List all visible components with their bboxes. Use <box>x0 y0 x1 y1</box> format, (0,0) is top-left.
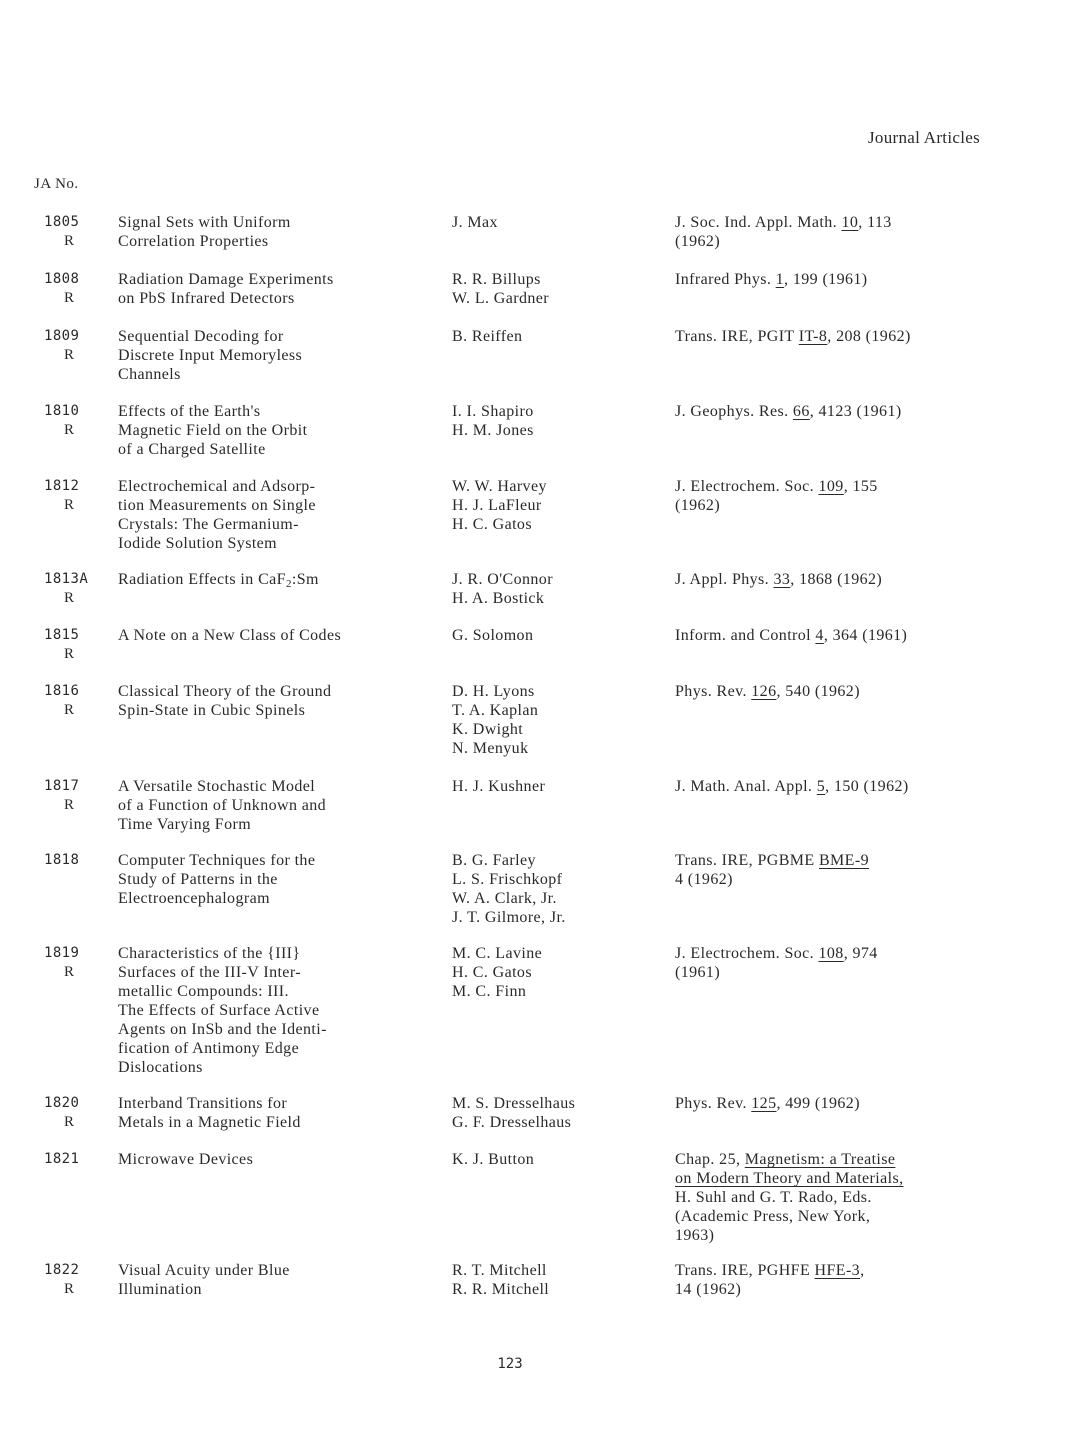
article-authors <box>452 682 662 758</box>
author-name: I. I. Shapiro <box>452 403 534 420</box>
article-citation <box>675 682 1015 701</box>
citation-line: J. Geophys. Res. 66, 4123 (1961) <box>675 403 902 420</box>
title-line: Characteristics of the {III} <box>118 945 301 962</box>
citation-line: Trans. IRE, PGHFE HFE-3, <box>675 1262 865 1279</box>
article-authors <box>452 626 662 645</box>
ja-number-value: 1809 <box>44 328 80 344</box>
ja-number-value: 1816 <box>44 683 80 699</box>
citation-volume: IT-8 <box>798 328 828 345</box>
author-name: K. J. Button <box>452 1151 535 1168</box>
ja-number <box>44 477 106 515</box>
title-line: tion Measurements on Single <box>118 497 316 514</box>
article-citation <box>675 626 1015 645</box>
title-line: Iodide Solution System <box>118 535 278 552</box>
author-name: M. C. Finn <box>452 983 527 1000</box>
citation-volume: 108 <box>818 945 844 962</box>
citation-line: (Academic Press, New York, <box>675 1208 871 1225</box>
author-name: B. G. Farley <box>452 852 536 869</box>
article-authors <box>452 213 662 232</box>
report-marker: R <box>64 422 75 438</box>
title-line: Sequential Decoding for <box>118 328 284 345</box>
author-name: N. Menyuk <box>452 740 529 757</box>
citation-volume: 1 <box>775 271 785 288</box>
article-authors <box>452 851 662 927</box>
title-line: Discrete Input Memoryless <box>118 347 303 364</box>
ja-number-value: 1810 <box>44 403 80 419</box>
report-marker: R <box>64 1114 75 1130</box>
citation-line: J. Electrochem. Soc. 109, 155 <box>675 478 878 495</box>
citation-line: J. Electrochem. Soc. 108, 974 <box>675 945 878 962</box>
ja-number <box>44 851 106 870</box>
author-name: H. M. Jones <box>452 422 534 439</box>
author-name: H. C. Gatos <box>452 964 532 981</box>
ja-number <box>44 213 106 251</box>
title-line: Interband Transitions for <box>118 1095 288 1112</box>
title-line: Electroencephalogram <box>118 890 270 907</box>
article-citation <box>675 1094 1015 1113</box>
ja-number-value: 1818 <box>44 852 80 868</box>
article-title <box>118 570 438 594</box>
ja-number <box>44 327 106 365</box>
article-citation <box>675 1261 1015 1299</box>
citation-line: H. Suhl and G. T. Rado, Eds. <box>675 1189 872 1206</box>
title-line: of a Charged Satellite <box>118 441 266 458</box>
author-name: R. R. Mitchell <box>452 1281 550 1298</box>
author-name: M. S. Dresselhaus <box>452 1095 576 1112</box>
citation-line: (1962) <box>675 233 721 250</box>
article-title <box>118 327 438 384</box>
author-name: H. J. LaFleur <box>452 497 542 514</box>
title-line: A Note on a New Class of Codes <box>118 627 342 644</box>
title-line: Radiation Effects in CaF$_2$:Sm <box>118 571 319 590</box>
ja-number <box>44 270 106 308</box>
title-line: Surfaces of the III-V Inter- <box>118 964 301 981</box>
author-name: W. W. Harvey <box>452 478 547 495</box>
title-line: The Effects of Surface Active <box>118 1002 320 1019</box>
citation-line: (1962) <box>675 497 721 514</box>
article-title <box>118 477 438 553</box>
citation-volume: 125 <box>751 1095 777 1112</box>
citation-line <box>675 1169 1015 1188</box>
citation-volume: 126 <box>751 683 777 700</box>
author-name: B. Reiffen <box>452 328 523 345</box>
citation-volume: 4 <box>815 627 824 644</box>
report-marker: R <box>64 347 75 363</box>
title-line: Channels <box>118 366 181 383</box>
ja-number-value: 1808 <box>44 271 80 287</box>
citation-line: (1961) <box>675 964 721 981</box>
ja-number-value: 1815 <box>44 627 80 643</box>
title-line: A Versatile Stochastic Model <box>118 778 316 795</box>
ja-number-value: 1820 <box>44 1095 80 1111</box>
citation-line: J. Soc. Ind. Appl. Math. 10, 113 <box>675 214 892 231</box>
report-marker: R <box>64 646 75 662</box>
report-marker: R <box>64 497 75 513</box>
author-name: W. A. Clark, Jr. <box>452 890 557 907</box>
article-title <box>118 1150 438 1169</box>
article-citation <box>675 570 1015 589</box>
article-title <box>118 213 438 251</box>
title-line: Agents on InSb and the Identi- <box>118 1021 327 1038</box>
article-citation <box>675 213 1015 251</box>
article-citation <box>675 851 1015 889</box>
article-title <box>118 682 438 720</box>
report-marker: R <box>64 1281 75 1297</box>
ja-number-value: 1817 <box>44 778 80 794</box>
page-number: 123 <box>497 1356 523 1372</box>
citation-volume: BME-9 <box>818 852 869 869</box>
article-title <box>118 402 438 459</box>
title-line: Metals in a Magnetic Field <box>118 1114 301 1131</box>
article-title <box>118 1261 438 1299</box>
citation-line: J. Appl. Phys. 33, 1868 (1962) <box>675 571 883 588</box>
author-name: J. Max <box>452 214 498 231</box>
article-citation <box>675 270 1015 289</box>
ja-number-value: 1821 <box>44 1151 80 1167</box>
author-name: H. J. Kushner <box>452 778 546 795</box>
ja-number <box>44 570 106 608</box>
author-name: H. C. Gatos <box>452 516 532 533</box>
report-marker: R <box>64 590 75 606</box>
ja-number-value: 1813A <box>44 571 89 587</box>
title-line: Signal Sets with Uniform <box>118 214 291 231</box>
section-title: Journal Articles <box>868 128 980 147</box>
article-authors <box>452 270 662 308</box>
article-title <box>118 1094 438 1132</box>
report-marker: R <box>64 702 75 718</box>
ja-number-value: 1822 <box>44 1262 80 1278</box>
title-line: of a Function of Unknown and <box>118 797 327 814</box>
citation-line: 1963) <box>675 1227 715 1244</box>
citation-line: J. Math. Anal. Appl. 5, 150 (1962) <box>675 778 909 795</box>
author-name: R. T. Mitchell <box>452 1262 547 1279</box>
title-line: metallic Compounds: III. <box>118 983 289 1000</box>
report-marker: R <box>64 233 75 249</box>
article-authors <box>452 1261 662 1299</box>
title-line: fication of Antimony Edge <box>118 1040 300 1057</box>
citation-volume: 33 <box>773 571 791 588</box>
article-title <box>118 777 438 834</box>
article-authors <box>452 327 662 346</box>
title-line: Electrochemical and Adsorp- <box>118 478 316 495</box>
article-citation <box>675 777 1015 796</box>
article-title <box>118 626 438 645</box>
author-name: G. Solomon <box>452 627 534 644</box>
article-authors <box>452 402 662 440</box>
citation-book-title: on Modern Theory and Materials, <box>675 1170 904 1187</box>
article-citation <box>675 402 1015 421</box>
title-line: Illumination <box>118 1281 202 1298</box>
author-name: R. R. Billups <box>452 271 541 288</box>
title-line: Magnetic Field on the Orbit <box>118 422 308 439</box>
citation-line: Chap. 25, Magnetism: a Treatise <box>675 1151 896 1168</box>
ja-number-value: 1805 <box>44 214 80 230</box>
author-name: W. L. Gardner <box>452 290 550 307</box>
citation-volume: 66 <box>792 403 810 420</box>
article-title <box>118 944 438 1077</box>
article-citation <box>675 944 1015 982</box>
author-name: H. A. Bostick <box>452 590 545 607</box>
article-authors <box>452 1094 662 1132</box>
article-title <box>118 851 438 908</box>
citation-line: 14 (1962) <box>675 1281 742 1298</box>
title-line: Computer Techniques for the <box>118 852 316 869</box>
citation-line: Inform. and Control 4, 364 (1961) <box>675 627 908 644</box>
citation-volume: 109 <box>818 478 844 495</box>
article-citation <box>675 1150 1015 1245</box>
ja-number-value: 1819 <box>44 945 80 961</box>
ja-number <box>44 777 106 815</box>
title-line: Microwave Devices <box>118 1151 254 1168</box>
report-marker: R <box>64 964 75 980</box>
citation-volume: Magnetism: a Treatise <box>744 1151 896 1168</box>
author-name: J. T. Gilmore, Jr. <box>452 909 566 926</box>
author-name: T. A. Kaplan <box>452 702 539 719</box>
article-authors <box>452 570 662 608</box>
citation-line: 4 (1962) <box>675 871 733 888</box>
title-line: Visual Acuity under Blue <box>118 1262 290 1279</box>
citation-line: Trans. IRE, PGBME BME-9 <box>675 852 869 869</box>
author-name: G. F. Dresselhaus <box>452 1114 572 1131</box>
report-marker: R <box>64 290 75 306</box>
article-authors <box>452 944 662 1001</box>
author-name: K. Dwight <box>452 721 524 738</box>
article-authors <box>452 477 662 534</box>
article-authors <box>452 1150 662 1169</box>
citation-volume: 5 <box>816 778 826 795</box>
citation-line: Infrared Phys. 1, 199 (1961) <box>675 271 868 288</box>
ja-number <box>44 1150 106 1169</box>
title-line: Correlation Properties <box>118 233 269 250</box>
title-line: Effects of the Earth's <box>118 403 261 420</box>
author-name: D. H. Lyons <box>452 683 535 700</box>
title-line: Time Varying Form <box>118 816 252 833</box>
ja-number <box>44 1261 106 1299</box>
citation-line: Phys. Rev. 126, 540 (1962) <box>675 683 860 700</box>
ja-number <box>44 626 106 664</box>
report-marker: R <box>64 797 75 813</box>
author-name: L. S. Frischkopf <box>452 871 563 888</box>
article-citation <box>675 477 1015 515</box>
citation-volume: HFE-3 <box>814 1262 861 1279</box>
ja-number <box>44 402 106 440</box>
citation-line: Trans. IRE, PGIT IT-8, 208 (1962) <box>675 328 911 345</box>
title-line: Radiation Damage Experiments <box>118 271 334 288</box>
title-line: Crystals: The Germanium- <box>118 516 299 533</box>
chemical-subscript: 2 <box>285 578 292 590</box>
author-name: J. R. O'Connor <box>452 571 553 588</box>
title-line: on PbS Infrared Detectors <box>118 290 295 307</box>
article-citation <box>675 327 1015 346</box>
article-authors <box>452 777 662 796</box>
citation-volume: 10 <box>841 214 859 231</box>
title-line: Dislocations <box>118 1059 203 1076</box>
title-line: Spin-State in Cubic Spinels <box>118 702 306 719</box>
title-line: Classical Theory of the Ground <box>118 683 332 700</box>
author-name: M. C. Lavine <box>452 945 543 962</box>
title-line: Study of Patterns in the <box>118 871 278 888</box>
ja-number <box>44 944 106 982</box>
ja-number-value: 1812 <box>44 478 80 494</box>
column-label: JA No. <box>34 176 79 192</box>
ja-number <box>44 682 106 720</box>
ja-number <box>44 1094 106 1132</box>
article-title <box>118 270 438 308</box>
citation-line: Phys. Rev. 125, 499 (1962) <box>675 1095 860 1112</box>
